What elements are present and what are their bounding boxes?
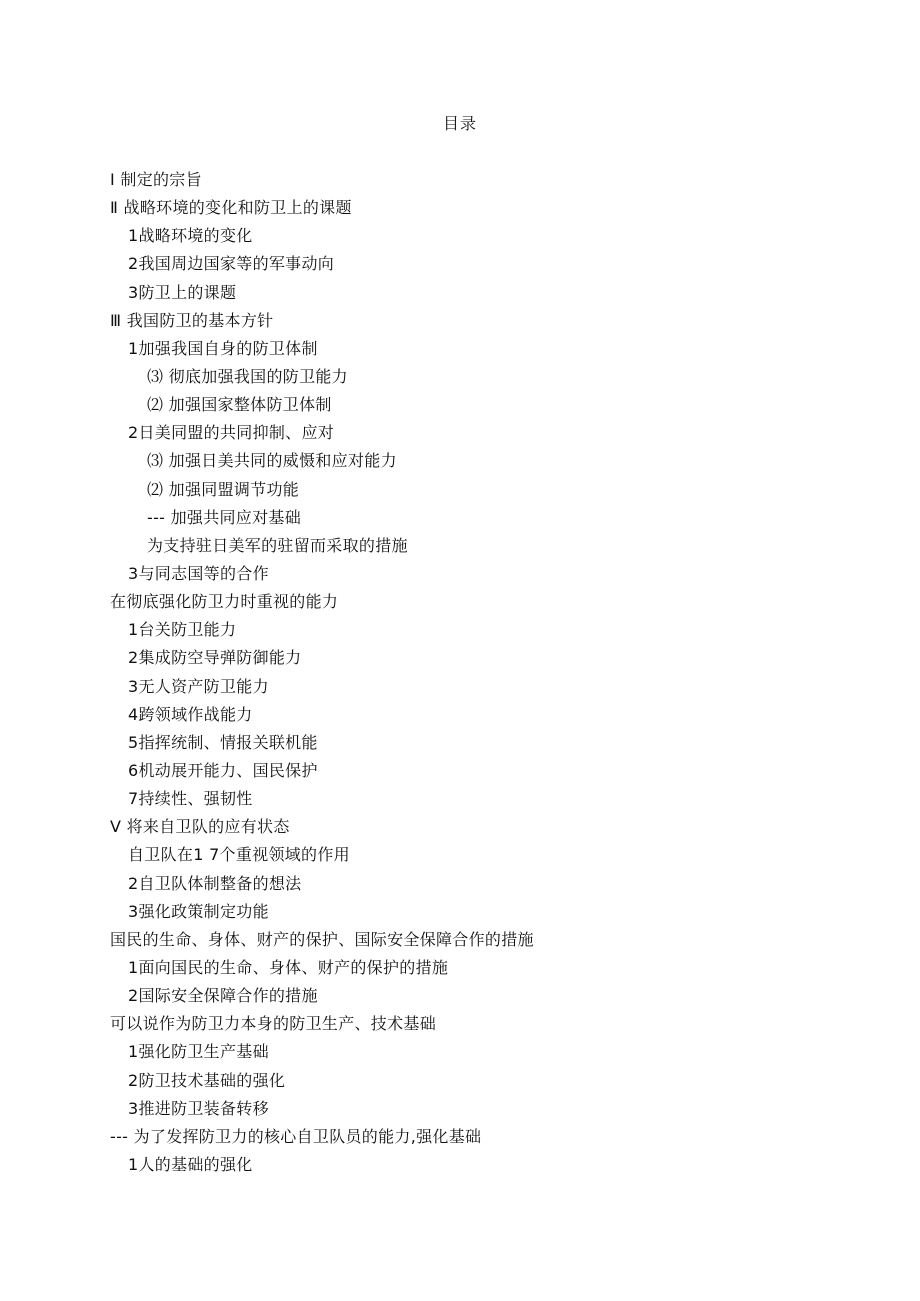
page-title: 目录 xyxy=(442,114,477,133)
toc-item[interactable]: 2防卫技术基础的强化 xyxy=(128,1070,286,1090)
toc-item[interactable]: 1加强我国自身的防卫体制 xyxy=(128,338,318,358)
toc-item[interactable]: 1面向国民的生命、身体、财产的保护的措施 xyxy=(128,957,449,977)
toc-item[interactable]: 3与同志国等的合作 xyxy=(128,563,269,583)
toc-item[interactable]: 可以说作为防卫力本身的防卫生产、技术基础 xyxy=(110,1014,437,1034)
toc-item[interactable]: 1强化防卫生产基础 xyxy=(128,1042,269,1062)
toc-item[interactable]: 7持续性、强韧性 xyxy=(128,789,253,809)
toc-item[interactable]: 1人的基础的强化 xyxy=(128,1154,253,1174)
toc-item[interactable]: 5指挥统制、情报关联机能 xyxy=(128,732,318,752)
toc-item[interactable]: 3防卫上的课题 xyxy=(128,282,237,302)
toc-item[interactable]: --- 加强共同应对基础 xyxy=(147,507,302,527)
toc-item[interactable]: Ⅱ 战略环境的变化和防卫上的课题 xyxy=(110,198,352,218)
toc-item[interactable]: 1战略环境的变化 xyxy=(128,226,253,246)
toc-item[interactable]: --- 为了发挥防卫力的核心自卫队员的能力,强化基础 xyxy=(110,1126,482,1146)
toc-item[interactable]: 国民的生命、身体、财产的保护、国际安全保障合作的措施 xyxy=(110,929,534,949)
toc-item[interactable]: Ⅴ 将来自卫队的应有状态 xyxy=(110,817,290,837)
toc-item[interactable]: 4跨领域作战能力 xyxy=(128,704,253,724)
toc-item[interactable]: 3无人资产防卫能力 xyxy=(128,676,269,696)
toc-item[interactable]: 2自卫队体制整备的想法 xyxy=(128,873,302,893)
toc-item[interactable]: 2日美同盟的共同抑制、应对 xyxy=(128,423,335,443)
toc-item[interactable]: 2集成防空导弹防御能力 xyxy=(128,648,302,668)
toc-item[interactable]: ⑶ 加强日美共同的威慑和应对能力 xyxy=(147,451,397,471)
toc-item[interactable]: ⑵ 加强同盟调节功能 xyxy=(147,479,300,499)
toc-item[interactable]: ⑶ 彻底加强我国的防卫能力 xyxy=(147,366,348,386)
table-of-contents xyxy=(0,166,920,1179)
toc-item[interactable]: Ⅲ 我国防卫的基本方针 xyxy=(110,310,274,330)
toc-item[interactable]: 6机动展开能力、国民保护 xyxy=(128,760,318,780)
toc-item[interactable]: 3推进防卫装备转移 xyxy=(128,1098,269,1118)
toc-item[interactable]: 自卫队在1 7个重视领域的作用 xyxy=(128,845,350,865)
toc-item[interactable]: 为支持驻日美军的驻留而采取的措施 xyxy=(147,535,408,555)
toc-item[interactable]: 1台关防卫能力 xyxy=(128,620,237,640)
toc-item[interactable]: Ⅰ 制定的宗旨 xyxy=(110,170,202,189)
toc-item[interactable]: ⑵ 加强国家整体防卫体制 xyxy=(147,395,332,415)
toc-item[interactable]: 3强化政策制定功能 xyxy=(128,901,269,921)
toc-item[interactable]: 2国际安全保障合作的措施 xyxy=(128,986,318,1006)
toc-item[interactable]: 2我国周边国家等的军事动向 xyxy=(128,254,335,274)
toc-item[interactable]: 在彻底强化防卫力时重视的能力 xyxy=(110,592,339,612)
